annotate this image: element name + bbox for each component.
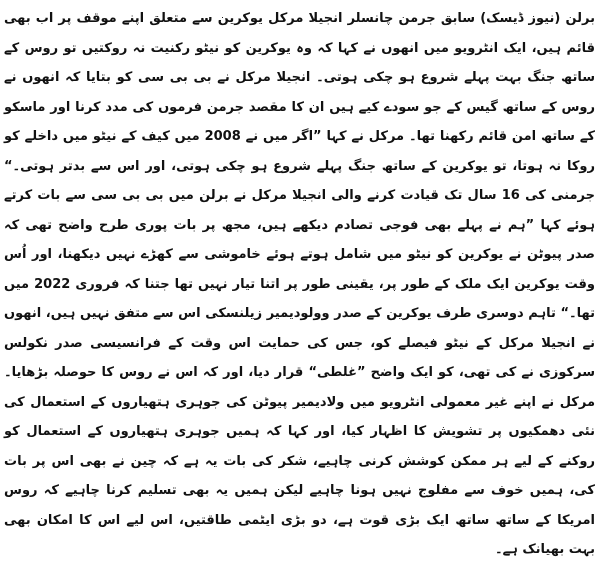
article-body <box>4 4 595 565</box>
article-paragraph: برلن (نیوز ڈیسک) سابق جرمن چانسلر انجیلا مرکل یوکرین سے متعلق اپنے موقف پر اب بھی قائم ہیں، ایک انٹرویو میں انھوں نے کہا کہ وہ یوکرین کو نیٹو رکنیت نہ روکتیں تو روس کے ساتھ جنگ بہت پہلے شروع ہو چکی ہوتی۔ انجیلا مرکل نے بی بی سی کو بتایا کہ انھوں نے روس کے ساتھ گیس کے جو سودے کیے ہیں ان کا مقصد جرمن فرموں کی مدد کرنا اور ماسکو کے ساتھ امن قائم رکھنا تھا۔ مرکل نے کہا ”اگر میں نے 2008 میں کیف کے نیٹو میں داخلے کو روکا نہ ہوتا، تو یوکرین کے ساتھ جنگ پہلے شروع ہو چکی ہوتی، اور اس سے بدتر ہوتی۔“ جرمنی کی 16 سال تک قیادت کرنے والی انجیلا مرکل نے برلن میں بی بی سی سے بات کرتے ہوئے کہا ”ہم نے پہلے بھی فوجی تصادم دیکھے ہیں، مجھ پر بات پوری طرح واضح تھی کہ صدر پیوٹن نے یوکرین کو نیٹو میں شامل ہوتے ہوئے خاموشی سے کھڑے نہیں دیکھنا، اور اُس وقت یوکرین ایک ملک کے طور پر، یقینی طور پر اتنا تیار نہیں تھا جتنا کہ فروری 2022 میں تھا۔“ تاہم دوسری طرف یوکرین کے صدر وولودیمیر زیلنسکی اس سے متفق نہیں ہیں، انھوں نے انجیلا مرکل کے نیٹو فیصلے کو، جس کی حمایت اس وقت کے فرانسیسی صدر نکولس سرکوزی نے کی تھی، کو ایک واضح ”غلطی“ قرار دیا، اور کہ اس نے روس کا حوصلہ بڑھایا۔ مرکل نے اپنے غیر معمولی انٹرویو میں ولادیمیر پیوٹن کی جوہری ہتھیاروں کے استعمال کی نئی دھمکیوں پر تشویش کا اظہار کیا، اور کہا کہ ہمیں جوہری ہتھیاروں کے استعمال کو روکنے کے لیے ہر ممکن کوشش کرنی چاہیے، شکر کی بات یہ ہے کہ چین نے بھی اس پر بات کی، ہمیں خوف سے مفلوج نہیں ہونا چاہیے لیکن ہمیں یہ بھی تسلیم کرنا چاہیے کہ روس امریکا کے ساتھ ساتھ ایک بڑی قوت ہے، دو بڑی ایٹمی طاقتیں، اس لیے اس کا امکان بھی بہت بھیانک ہے۔ <box>4 11 595 557</box>
